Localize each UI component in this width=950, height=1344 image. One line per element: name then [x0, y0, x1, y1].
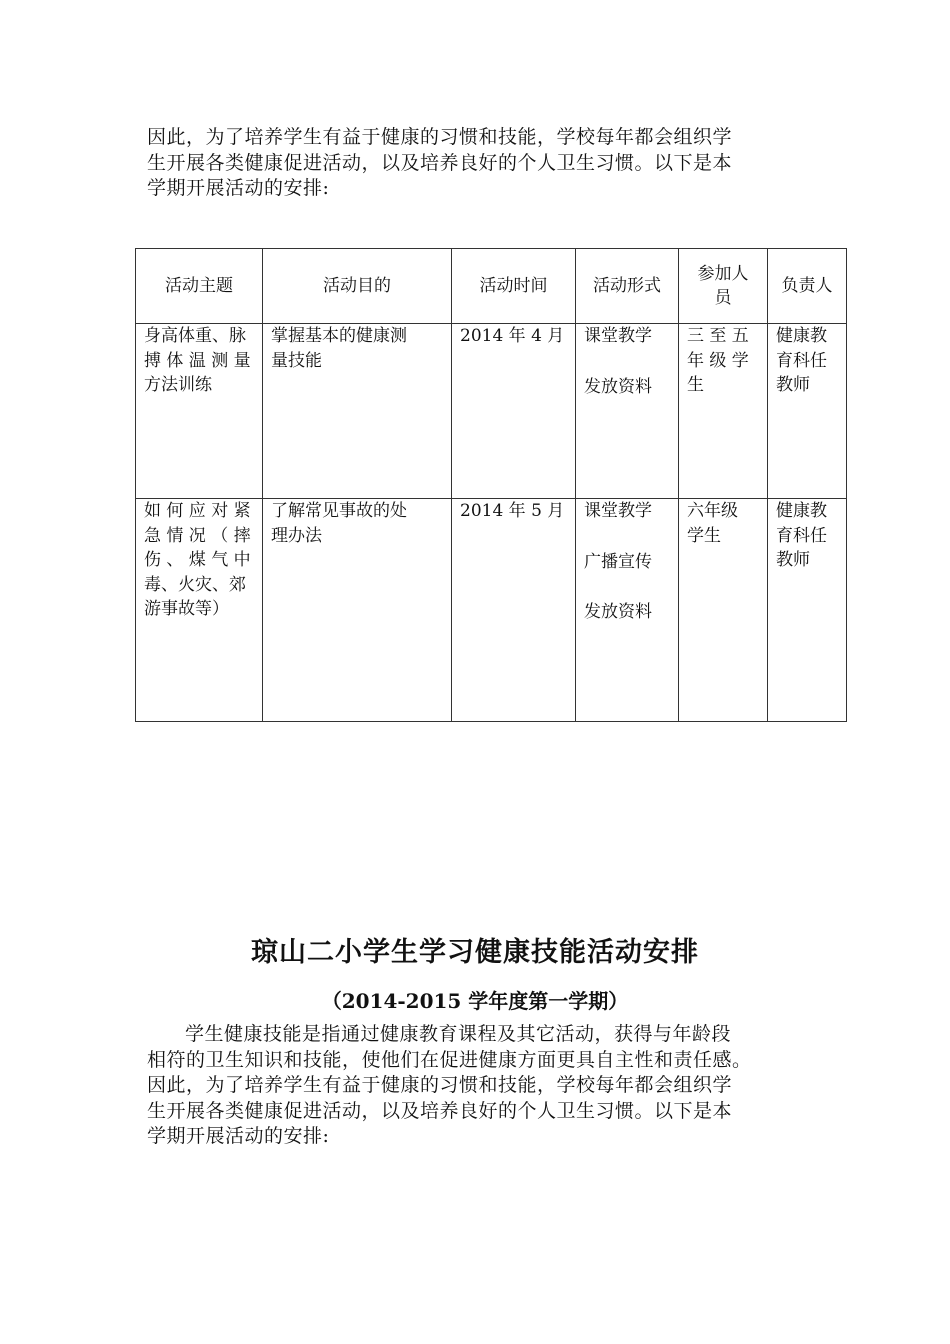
- cell-line: 毒、火灾、郊: [144, 574, 246, 595]
- header-participants-line: 参加人: [697, 263, 749, 284]
- intro-bottom-line: 相符的卫生知识和技能，使他们在促进健康方面更具自主性和责任感。: [147, 1048, 752, 1071]
- header-owner: 负责人: [768, 249, 847, 324]
- cell-line: 了解常见事故的处: [271, 501, 407, 521]
- cell-line: 搏 体 温 测 量: [144, 350, 251, 371]
- intro-bottom-line: 生开展各类健康促进活动，以及培养良好的个人卫生习惯。以下是本: [147, 1099, 733, 1122]
- cell-line: 掌握基本的健康测: [271, 326, 407, 346]
- cell-line: 游事故等）: [144, 599, 229, 619]
- intro-bottom-line: 学生健康技能是指通过健康教育课程及其它活动，获得与年龄段: [185, 1023, 732, 1045]
- cell-line: 理办法: [271, 525, 322, 546]
- cell-line: 健康教: [776, 501, 827, 521]
- intro-paragraph-bottom: [147, 1022, 812, 1150]
- table-row: [136, 324, 847, 499]
- cell-time: [452, 499, 576, 722]
- activity-schedule-table: [135, 248, 847, 722]
- header-purpose: 活动目的: [263, 249, 452, 324]
- header-participants: [679, 249, 768, 324]
- intro-bottom-line: 因此，为了培养学生有益于健康的习惯和技能，学校每年都会组织学: [147, 1074, 733, 1096]
- cell-time: [452, 324, 576, 499]
- cell-line: 六年级: [687, 501, 738, 521]
- cell-line: 广播宣传: [584, 551, 652, 572]
- page-subtitle: （2014-2015 学年度第一学期）: [321, 989, 629, 1013]
- cell-form: [576, 499, 679, 722]
- cell-line: 伤 、 煤 气 中: [144, 550, 251, 570]
- header-form: 活动形式: [576, 249, 679, 324]
- cell-line: 育科任: [776, 350, 827, 371]
- header-participants-line: 员: [714, 288, 732, 308]
- header-time: 活动时间: [452, 249, 576, 324]
- cell-line: 学生: [687, 525, 721, 546]
- cell-line: 课堂教学: [584, 326, 652, 346]
- cell-line: 课堂教学: [584, 501, 652, 521]
- cell-line: 身高体重、脉: [144, 326, 246, 346]
- page-title: 琼山二小学生学习健康技能活动安排: [251, 937, 699, 968]
- cell-line: 2014 年 4 月: [460, 326, 565, 346]
- table-header-row: [136, 249, 847, 324]
- cell-theme: [136, 324, 263, 499]
- cell-purpose: [263, 499, 452, 722]
- cell-line: 生: [687, 375, 704, 395]
- cell-line: 发放资料: [584, 602, 652, 622]
- cell-participants: [679, 324, 768, 499]
- table-row: [136, 499, 847, 722]
- intro-top-line: 学期开展活动的安排:: [147, 177, 330, 199]
- cell-owner: [768, 499, 847, 722]
- cell-line: 育科任: [776, 525, 827, 546]
- cell-line: 发放资料: [584, 376, 652, 397]
- cell-line: 三 至 五: [687, 326, 749, 346]
- intro-top-line: 生开展各类健康促进活动，以及培养良好的个人卫生习惯。以下是本: [147, 151, 733, 174]
- intro-paragraph-top: [147, 125, 812, 202]
- intro-top-line: 因此，为了培养学生有益于健康的习惯和技能，学校每年都会组织学: [147, 126, 733, 148]
- cell-line: 教师: [776, 375, 810, 395]
- cell-line: 教师: [776, 550, 810, 570]
- cell-line: 年 级 学: [687, 350, 749, 371]
- cell-line: 健康教: [776, 326, 827, 346]
- cell-participants: [679, 499, 768, 722]
- cell-line: 量技能: [271, 350, 322, 371]
- cell-line: 如 何 应 对 紧: [144, 501, 251, 521]
- cell-theme: [136, 499, 263, 722]
- cell-line: 2014 年 5 月: [460, 501, 565, 521]
- cell-owner: [768, 324, 847, 499]
- intro-bottom-line: 学期开展活动的安排:: [147, 1125, 330, 1147]
- cell-line: 方法训练: [144, 375, 212, 395]
- header-theme: 活动主题: [136, 249, 263, 324]
- cell-line: 急 情 况 （ 摔: [144, 525, 251, 546]
- cell-purpose: [263, 324, 452, 499]
- cell-form: [576, 324, 679, 499]
